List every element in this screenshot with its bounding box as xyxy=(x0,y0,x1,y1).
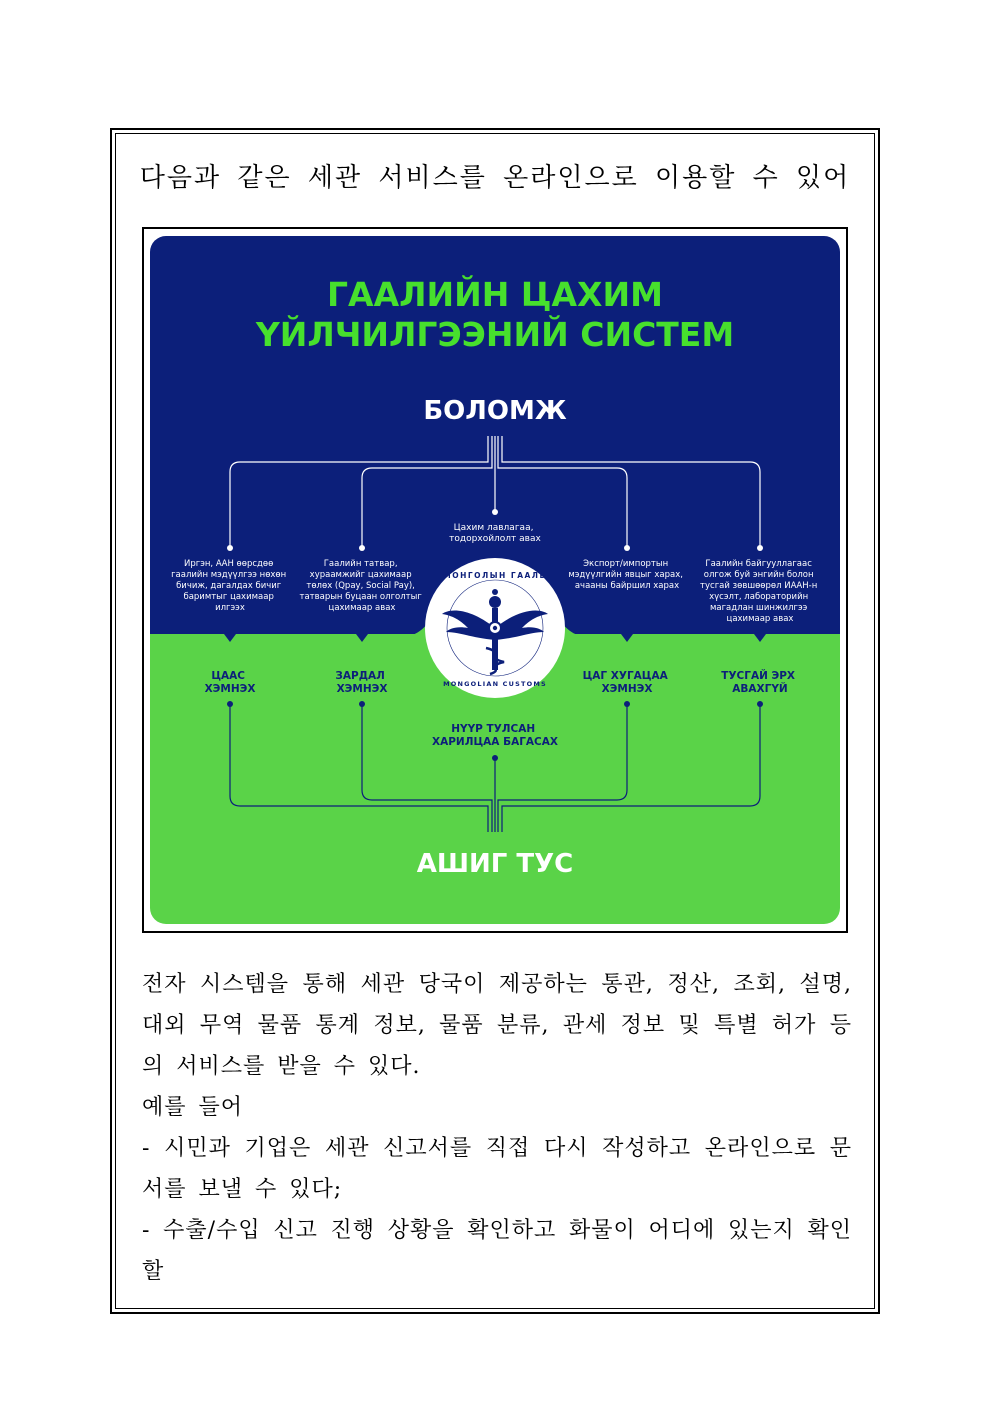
body-paragraph: 전자 시스템을 통해 세관 당국이 제공하는 통관, 정산, 조회, 설명, 대외 무역 물품 통계 정보, 물품 분류, 관세 정보 및 특별 허가 등의 서비스를 받을 수 있다. xyxy=(142,972,852,1079)
center-opportunity: Цахим лавлагаа, тодорхойлолт авах xyxy=(449,523,541,544)
benefit-3: ЦАГ ХУГАЦАА ХЭМНЭХ xyxy=(582,670,668,695)
body-paragraph: - 수출/수입 신고 진행 상황을 확인하고 화물이 어디에 있는지 확인할 xyxy=(142,1218,852,1284)
logo-text-top: МОНГОЛЫН ГААЛЬ xyxy=(443,571,547,580)
title-line-1: ГААЛИЙН ЦАХИМ xyxy=(327,275,663,314)
benefit-4: ТУСГАЙ ЭРХ АВАХГҮЙ xyxy=(721,670,796,695)
body-paragraph: - 시민과 기업은 세관 신고서를 직접 다시 작성하고 온라인으로 문서를 보낼 수 있다; xyxy=(142,1136,852,1202)
center-benefit: НҮҮР ТУЛСАН ХАРИЛЦАА БАГАСАХ xyxy=(432,723,558,748)
infographic xyxy=(150,236,840,924)
body-text xyxy=(142,964,852,1292)
opportunity-4: Гаалийн байгууллагаас олгож буй энгийн болон тусгай зөвшөөрөл ИААН-н хүсэлт, лабораторийн магадлан шинжилгээ цахимаар авах xyxy=(700,559,818,624)
opportunity-heading: БОЛОМЖ xyxy=(423,396,567,426)
page-heading: 다음과 같은 세관 서비스를 온라인으로 이용할 수 있어 xyxy=(139,163,851,193)
logo-text-bottom: MONGOLIAN CUSTOMS xyxy=(443,680,547,688)
customs-logo xyxy=(425,558,565,698)
opportunity-3: Экспорт/импортын мэдүүлгийн явцыг харах, ачааны байршил харах xyxy=(568,559,683,591)
benefit-heading: АШИГ ТУС xyxy=(416,849,574,879)
title-line-2: ҮЙЛЧИЛГЭЭНИЙ СИСТЕМ xyxy=(255,315,735,354)
opportunity-1: Иргэн, ААН өөрсдөө гаалийн мэдүүлгээ нөхөн бичиж, дагалдах бичиг баримтыг цахимаар илгээх xyxy=(171,559,287,613)
opportunity-2: Гаалийн татвар, хураамжийг цахимаар төлөх (Qpay, Social Pay), татварын буцаан олголтыг цахимаар авах xyxy=(299,559,422,613)
benefit-1: ЦААС ХЭМНЭХ xyxy=(204,670,256,695)
body-paragraph: 예를 들어 xyxy=(142,1095,244,1120)
benefit-2: ЗАРДАЛ ХЭМНЭХ xyxy=(335,670,388,695)
